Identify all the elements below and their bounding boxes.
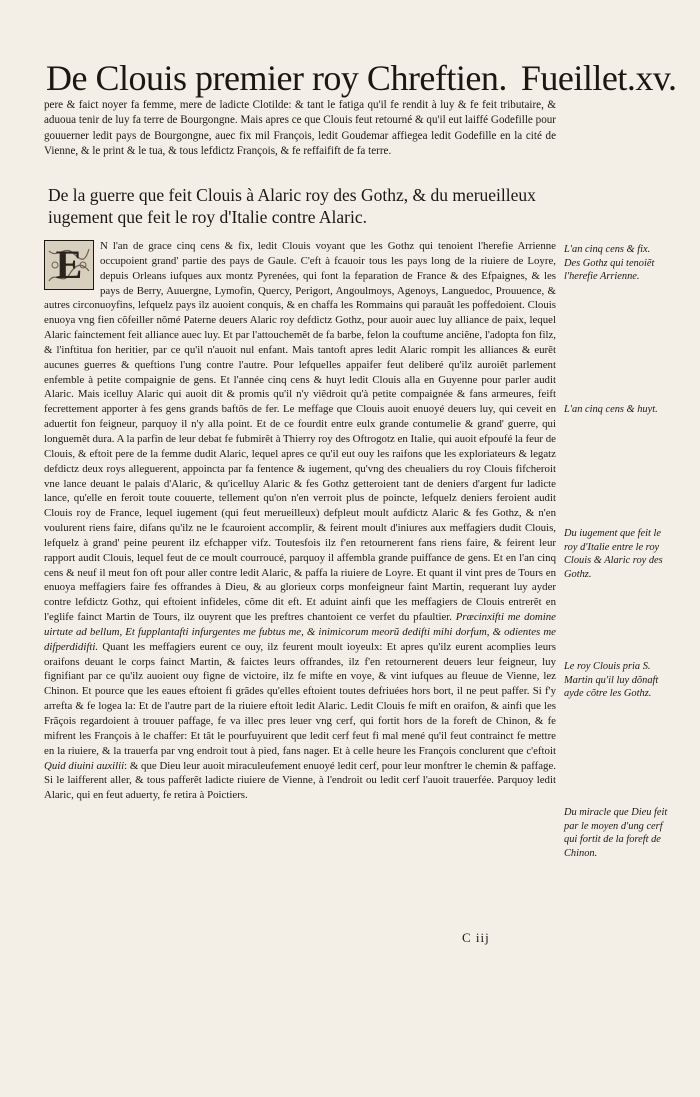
margin-note: Du iugement que feit le roy d'Italie entre le roy Clouis & Alaric roy des Gothz. [564, 528, 663, 580]
chapter-title: De Clouis premier roy Chreftien. [46, 58, 507, 98]
margin-note-text: L'an cinq cens & fix. [564, 244, 651, 255]
margin-note-text: Des Gothz qui tenoiẽt l'herefie Arrienne. [564, 257, 655, 283]
body-continuation: Quant les meffagiers eurent ce ouy, ilz feurent moult ioyeulx: Et apres qu'ilz eurent acomplies leurs oraifons deuant le corps fainct Martin, & faictes leurs offrandes, ilz f'en retournerent deuers leur feigneur, luy fignifiant par ce qu'ilz auoient ouy figne de victoire, ilz fe mifte en voye, & vint iufques au fleuue de Vienne, lez Chinon. Et pource que les eaues eftoient fi grãdes qu'elles eftoient toutes defriuées hors bort, il ne peut paffer. Si f'y arrefta & fe logea la: Et de l'autre part de la riuiere eftoit ledit Alaric. Ledit Clouis fe mift en oraifon, & ainfi que les Frãçois regardoient à trouuer paffage, fe va illec pres leuer vng cerf, qui fortit hors de la foreft de Chinon, & fe mifrent les François à le chaffer: Et tãt le pourfuyuirent que ledit cerf feut fi mal mené qu'il feut contrainct fe mettre en la riuiere, & la trauerfa par vng endroit tout à pied, fans nager. Et à celle heure les François conclurent que c'eftoit [44, 640, 556, 757]
margin-note: L'an cinq cens & huyt. [564, 404, 658, 415]
signature-mark: C iij [462, 930, 490, 945]
initial-letter: E [55, 242, 83, 287]
margin-note [564, 243, 668, 284]
margin-note: Du miracle que Dieu feit par le moyen d'ung cerf qui fortit de la foreft de Chinon. [564, 807, 668, 859]
latin-inline: Quid diuini auxilii [44, 759, 125, 772]
body-ending: : & que Dieu leur auoit miraculeufement enuoyé ledit cerf, pour leur monftrer le chemin & paffage. Si le laifferent aller, & tous pafferẽt ladicte riuiere de Vienne, à l'endroit ou ledit cerf l'auoit trauerfée. Parquoy ledit Alaric, qui en feut aduerty, fe retira à Poictiers. [44, 759, 556, 802]
main-text [44, 239, 556, 803]
latin-quotation: Præcinxifti me domine uirtute ad bellum, Et fupplantafti infurgentes me fubtus me, & inimicorum meorũ dedifti mihi dorfum, & odientes me difperdidifti. [44, 611, 556, 653]
running-header [46, 56, 677, 100]
margin-note: Le roy Clouis pria S. Martin qu'il luy dõnaft ayde cõtre les Gothz. [564, 661, 659, 700]
intro-paragraph: pere & faict noyer fa femme, mere de ladicte Clotilde: & tant le fatiga qu'il fe rendit à luy & fe feit tributaire, & aduoua tenir de luy fa terre de Bourgongne. Mais apres ce que Clouis feut retourné & qu'il eut laiffé Godefille pour gouuerner ledit pays de Bourgongne, auec fix mil François, ledit Goudemar affiegea ledit Godefille en la cité de Vienne, & le print & le tua, & tous lefdictz François, & fe reffaifift de fa terre. [44, 99, 556, 158]
body-paragraph: N l'an de grace cinq cens & fix, ledit Clouis voyant que les Gothz qui tenoient l'herefie Arrienne occupoient grand' partie des pays de Gaule. C'eft à fcauoir tous les pays long de la riuiere de Loyre, depuis Orleans iufques aux montz Pyrenées, qui font la feparation de France & des Efpaignes, & les pays de Berry, Auuergne, Lymofin, Quercy, Perigort, Angoulmoys, Agenoys, Languedoc, Prouuence, & autres circonuoyfins, lefquelz pays ilz auoient conquis, & en chaffa les Rommains qui parauãt les poffedoient. Clouis enuoya vng fien cõfeiller nõmé Paterne deuers Alaric roy defdictz Gothz, pour auoir auec luy alliance de paix, lequel Alaric fainctement feit alliance auec luy. Et par l'attouchemẽt de fa barbe, felon la couftume anciẽne, l'adopta fon filz, & l'inftitua fon heritier, par ce qu'il n'auoit nul enfant. Mais tantoft apres ledit Alaric rompit les alliances & eurẽt aucunes guerres & queftions l'ung contre l'autre. Pour lefquelles appaifer feut deliberé qu'ilz auroiẽt parlement enfemble à petite compaignie de gens. Et l'année cinq cens & huyt ledit Clouis alla en Guyenne pour parler audit Alaric. Mais icelluy Alaric qui auoit dit & promis qu'il n'y viẽdroit qu'à petite compaignée & fans armeures, feift fecrettement apporter à fes gens grands baftõs de fer. Le meffage que Clouis auoit enuoyé deuers luy, qui ceveit en aduertit fon feigneur, parquoy il n'y alla point. Et de ce fourdit entre eulx grande contumelie & grand' guerre, qui longuemẽt dura. A la parfin de leur debat fe fubmirẽt à Thierry roy des Oftrogotz en Italie, qui auoit efpoufé la feur de Clouis, & eftoit pere de la femme dudit Alaric, lequel apres ce qu'il eut ouy les raifons que les exploriateurs & legatz defdictz deux roys alleguerent, appoincta par fa fentence & iugement, qu'vng des cheualiers du roy Clouis fifcheroit vne lance deuant le palais d'Alaric, & qu'icelluy Alaric & fes Gothz getteroient tant de deniers d'argent fur ladicte lance, qu'elle en feroit toute couuerte, tellement qu'on n'en verroit plus de poincte, lefquelz deniers feroient audit Clouis roy de France, lequel iugement (qui feut merueilleux) defpleut moult aufdictz Alaric & fes Gothz, & n'en voulurent riens faire, difans qu'ilz ne le fcauroient accomplir, & feirent moult d'iniures aux meffagiers dudit Clouis, lefquelz à grand' peine peurent ilz efchapper vifz. Toutesfois ilz f'en retournerent fans riens faire, & feirent leur rapport audit Clouis, lequel feut de ce moult courroucé, parquoy il affembla grande puiffance de gens. Et en l'an cinq cens & neuf il meut fon oft pour aller contre ledit Alaric, & paffa la riuiere de Loyre. Et quant il vint pres de Tours en enuoya meffagiers faire fes offrandes à Dieu, & au glorieux corps monfeigneur faint Martin, requerant luy ayder contre lefdictz Gothz, qui eftoient infideles, cõme dit eft. Et aduint ainfi que les meffagiers de Clouis entrerẽt en l'eglife fainct Martin de Tours, ilz ouyrent que les preftres chantoient ce verfet du pfaultier. [44, 240, 556, 624]
decorated-initial [44, 240, 94, 290]
section-heading: De la guerre que feit Clouis à Alaric roy des Gothz, & du merueilleux iugement que feit le roy d'Italie contre Alaric. [48, 185, 536, 227]
folio-number: Fueillet.xv. [520, 58, 677, 98]
